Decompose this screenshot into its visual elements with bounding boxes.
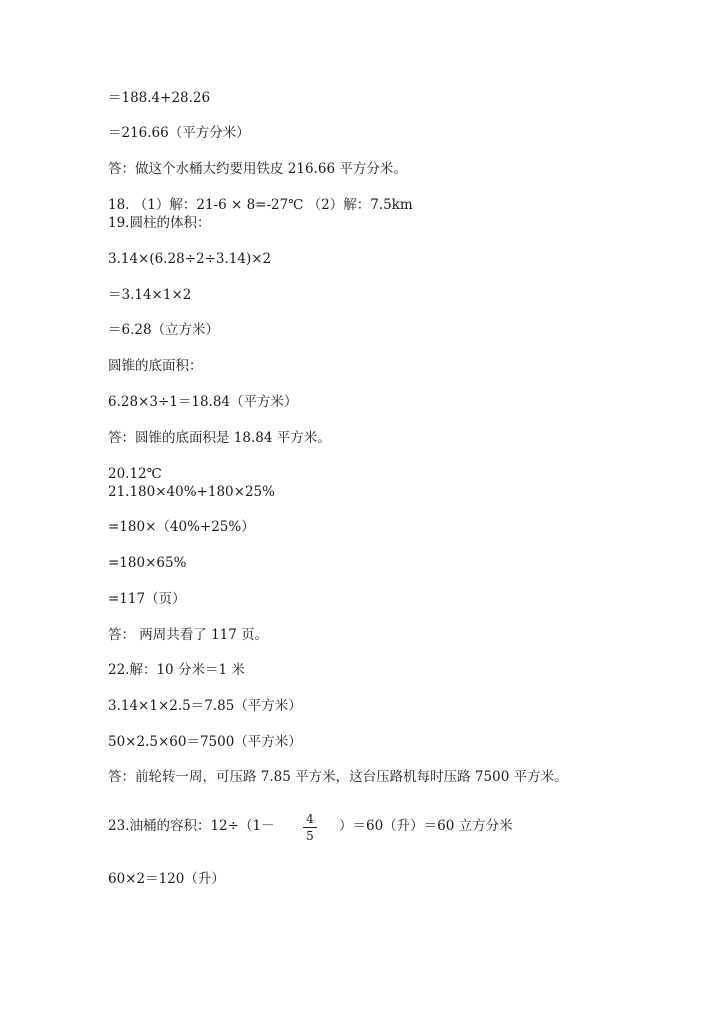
text-line-part: 23.油桶的容积：12÷（1－ xyxy=(108,818,275,834)
text-line: =180×65% xyxy=(108,555,187,571)
text-line: 圆锥的底面积： xyxy=(108,358,203,374)
text-line: ＝6.28（立方米） xyxy=(108,322,220,338)
text-line: 答：做这个水桶大约要用铁皮 216.66 平方分米。 xyxy=(108,161,407,177)
text-line: 50×2.5×60＝7500（平方米） xyxy=(108,734,302,750)
fraction-numerator: 4 xyxy=(306,812,314,826)
text-line: 60×2＝120（升） xyxy=(108,871,225,887)
fraction-bar xyxy=(303,827,317,828)
text-line: 19.圆柱的体积： xyxy=(108,215,211,231)
text-line: 21.180×40%+180×25% xyxy=(108,484,275,500)
text-line: 3.14×(6.28÷2÷3.14)×2 xyxy=(108,251,272,267)
text-line: =180×（40%+25%） xyxy=(108,519,255,535)
text-line: 22.解：10 分米＝1 米 xyxy=(108,662,245,678)
text-line: ＝188.4+28.26 xyxy=(108,90,211,106)
text-line: 答：前轮转一周，可压路 7.85 平方米，这台压路机每时压路 7500 平方米。 xyxy=(108,769,568,785)
text-line: 3.14×1×2.5＝7.85（平方米） xyxy=(108,698,302,714)
text-line: =117（页） xyxy=(108,591,186,607)
text-line: ＝3.14×1×2 xyxy=(108,287,192,303)
text-line: 6.28×3÷1＝18.84（平方米） xyxy=(108,394,298,410)
text-line: ＝216.66（平方分米） xyxy=(108,125,250,141)
text-line: 答：圆锥的底面积是 18.84 平方米。 xyxy=(108,430,331,446)
fraction-denominator: 5 xyxy=(306,829,314,843)
text-line: 答： 两周共看了 117 页。 xyxy=(108,627,269,643)
text-line-part: ）＝60（升）＝60 立方分米 xyxy=(339,818,513,834)
fraction xyxy=(303,812,317,843)
text-line: 20.12℃ xyxy=(108,466,162,482)
text-line: 18. （1）解：21-6 × 8=-27℃ （2）解：7.5km xyxy=(108,197,413,213)
